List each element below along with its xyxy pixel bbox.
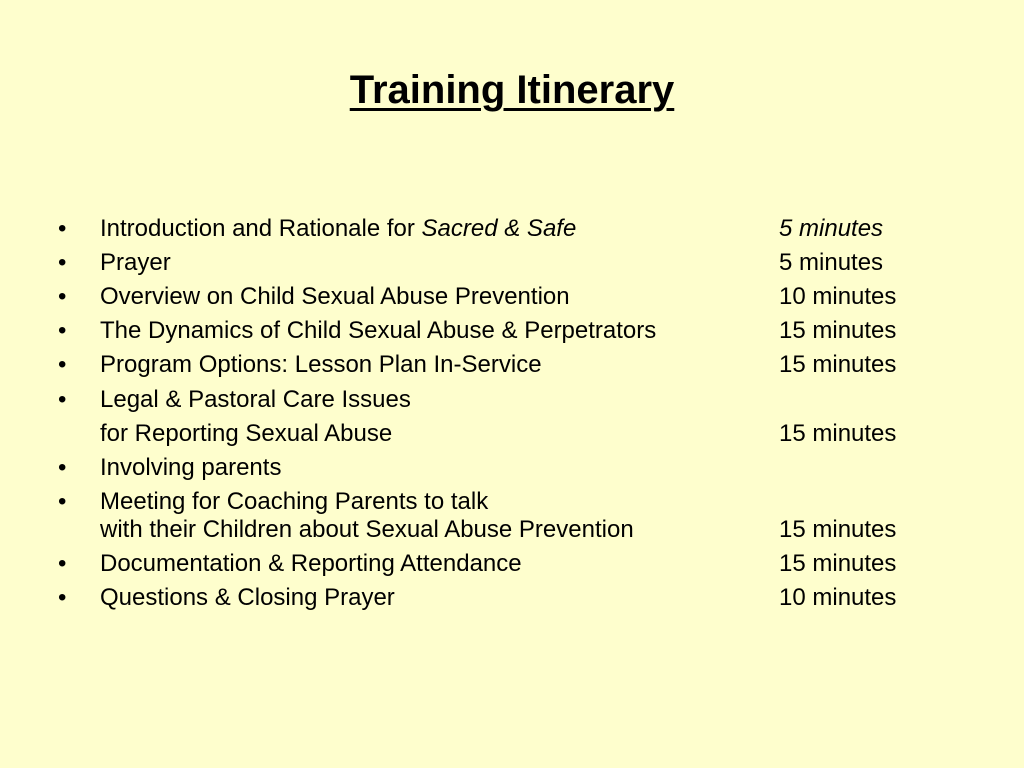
bullet-icon: • bbox=[58, 488, 67, 515]
itinerary-topic-continuation: for Reporting Sexual Abuse bbox=[100, 420, 393, 447]
itinerary-item-program-options bbox=[0, 348, 1024, 382]
slide-title: Training Itinerary bbox=[349, 68, 675, 112]
itinerary-topic: Legal & Pastoral Care Issues bbox=[100, 386, 411, 413]
itinerary-item-documentation bbox=[0, 547, 1024, 581]
itinerary-topic: Documentation & Reporting Attendance bbox=[100, 550, 522, 577]
itinerary-topic: Overview on Child Sexual Abuse Prevention bbox=[100, 283, 570, 310]
itinerary-item-involving-parents bbox=[0, 451, 1024, 485]
bullet-icon: • bbox=[58, 386, 67, 413]
bullet-icon: • bbox=[58, 283, 67, 310]
itinerary-topic: Meeting for Coaching Parents to talk bbox=[100, 488, 489, 515]
bullet-icon: • bbox=[58, 550, 67, 577]
itinerary-duration: 5 minutes bbox=[779, 249, 884, 276]
itinerary-duration: 15 minutes bbox=[779, 516, 897, 543]
bullet-icon: • bbox=[58, 215, 67, 242]
itinerary-duration: 5 minutes bbox=[779, 215, 884, 242]
bullet-icon: • bbox=[58, 454, 67, 481]
itinerary-item-closing bbox=[0, 581, 1024, 615]
itinerary-duration: 15 minutes bbox=[779, 420, 897, 447]
itinerary-topic: Involving parents bbox=[100, 454, 282, 481]
bullet-icon: • bbox=[58, 317, 67, 344]
itinerary-topic: The Dynamics of Child Sexual Abuse & Perpetrators bbox=[100, 317, 657, 344]
itinerary-duration: 15 minutes bbox=[779, 317, 897, 344]
itinerary-item-coaching-meeting-continued bbox=[0, 513, 1024, 547]
topic-text: Introduction and Rationale for bbox=[100, 215, 422, 242]
itinerary-item-legal-pastoral bbox=[0, 383, 1024, 417]
itinerary-topic-continuation: with their Children about Sexual Abuse Prevention bbox=[100, 516, 634, 543]
itinerary-item-dynamics bbox=[0, 314, 1024, 348]
itinerary-item-introduction bbox=[0, 212, 1024, 246]
itinerary-duration: 15 minutes bbox=[779, 351, 897, 378]
bullet-icon: • bbox=[58, 351, 67, 378]
program-name: Sacred & Safe bbox=[421, 215, 577, 242]
bullet-icon: • bbox=[58, 249, 67, 276]
itinerary-topic bbox=[100, 212, 576, 246]
itinerary-topic: Prayer bbox=[100, 249, 171, 276]
itinerary-topic: Program Options: Lesson Plan In-Service bbox=[100, 351, 542, 378]
itinerary-duration: 15 minutes bbox=[779, 550, 897, 577]
itinerary-duration: 10 minutes bbox=[779, 283, 897, 310]
itinerary-duration: 10 minutes bbox=[779, 584, 897, 611]
itinerary-item-overview bbox=[0, 280, 1024, 314]
itinerary-item-legal-pastoral-continued bbox=[0, 417, 1024, 451]
itinerary-topic: Questions & Closing Prayer bbox=[100, 584, 395, 611]
itinerary-item-prayer bbox=[0, 246, 1024, 280]
bullet-icon: • bbox=[58, 584, 67, 611]
